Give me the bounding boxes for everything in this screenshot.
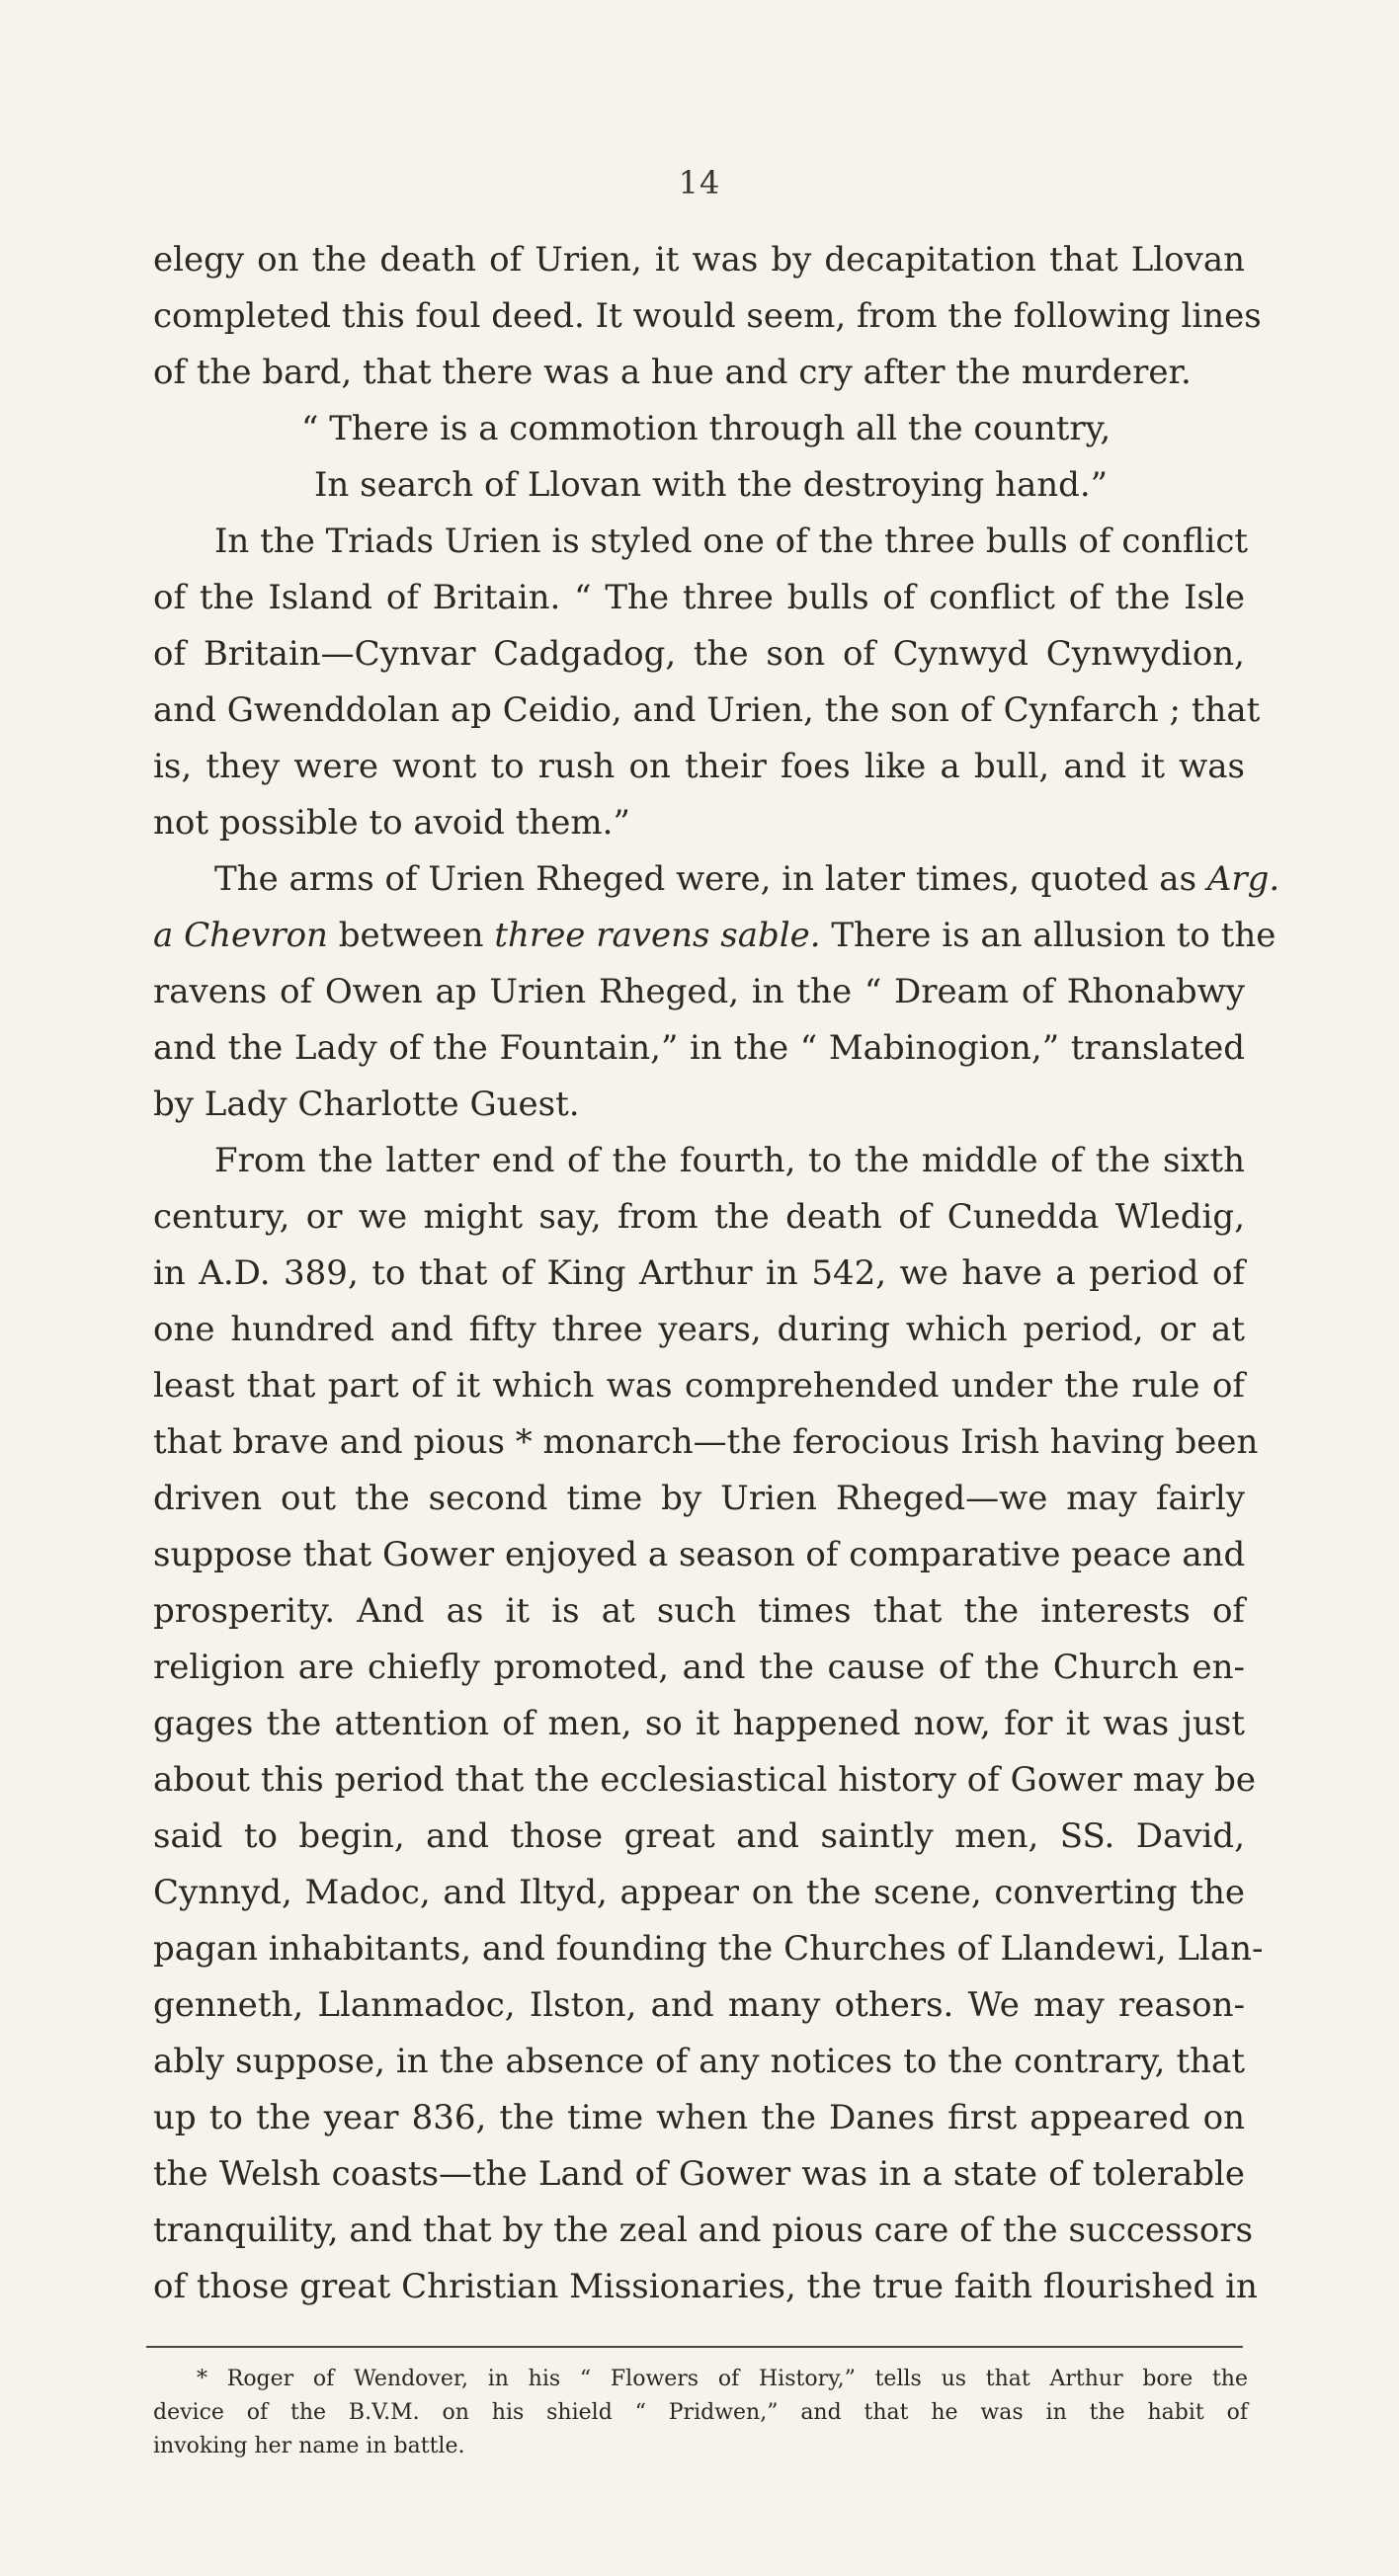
text-line: not possible to avoid them.”: [153, 803, 630, 843]
text-line: tranquility, and that by the zeal and pious care of the successors: [153, 2211, 1254, 2250]
text-line: and Gwenddolan ap Ceidio, and Urien, the son of Cynfarch ; that: [153, 690, 1261, 730]
text-line: Cynnyd, Madoc, and Iltyd, appear on the scene, converting the: [153, 1873, 1245, 1912]
text-line-arms: [153, 851, 1280, 908]
text-line: suppose that Gower enjoyed a season of comparative peace and: [153, 1535, 1246, 1574]
heraldic-term: a Chevron: [153, 916, 328, 955]
footnote-line: invoking her name in battle.: [153, 2434, 465, 2458]
text-line: of the Island of Britain. “ The three bulls of conflict of the Isle: [153, 578, 1245, 617]
text-line: that brave and pious * monarch—the ferocious Irish having been: [153, 1422, 1259, 1462]
verse-line: In search of Llovan with the destroying hand.”: [314, 465, 1109, 505]
text-line: the Welsh coasts—the Land of Gower was in a state of tolerable: [153, 2154, 1245, 2194]
text-line: by Lady Charlotte Guest.: [153, 1085, 580, 1124]
text-line: is, they were wont to rush on their foes like a bull, and it was: [153, 747, 1245, 786]
text-line: about this period that the ecclesiastical history of Gower may be: [153, 1760, 1256, 1800]
text-line: in A.D. 389, to that of King Arthur in 542, we have a period of: [153, 1253, 1245, 1293]
footnote-line: device of the B.V.M. on his shield “ Pridwen,” and that he was in the habit of: [153, 2400, 1248, 2425]
text-line: driven out the second time by Urien Rheged—we may fairly: [153, 1479, 1245, 1518]
text-line: elegy on the death of Urien, it was by decapitation that Llovan: [153, 240, 1245, 280]
footnote-line: * Roger of Wendover, in his “ Flowers of History,” tells us that Arthur bore the: [197, 2367, 1248, 2391]
text-line: of Britain—Cynvar Cadgadog, the son of Cynwyd Cynwydion,: [153, 634, 1245, 674]
text-line: of the bard, that there was a hue and cry after the murderer.: [153, 353, 1192, 392]
text-line: and the Lady of the Fountain,” in the “ Mabinogion,” translated: [153, 1028, 1245, 1068]
text-line: ravens of Owen ap Urien Rheged, in the “ Dream of Rhonabwy: [153, 972, 1245, 1011]
text-line: pagan inhabitants, and founding the Churches of Llandewi, Llan-: [153, 1929, 1264, 1969]
body-text: [153, 232, 1280, 2315]
text-segment: The arms of Urien Rheged were, in later times, quoted as: [214, 859, 1197, 899]
text-line: From the latter end of the fourth, to the middle of the sixth: [214, 1141, 1245, 1180]
heraldic-term: Arg.: [1206, 859, 1280, 899]
text-line: gages the attention of men, so it happened now, for it was just: [153, 1704, 1245, 1743]
text-line: ably suppose, in the absence of any notices to the contrary, that: [153, 2042, 1245, 2081]
text-line: of those great Christian Missionaries, the true faith flourished in: [153, 2267, 1258, 2306]
text-line: one hundred and fifty three years, during which period, or at: [153, 1310, 1245, 1349]
text-line: up to the year 836, the time when the Danes first appeared on: [153, 2098, 1245, 2137]
text-line: religion are chiefly promoted, and the cause of the Church en-: [153, 1648, 1245, 1687]
text-line: completed this foul deed. It would seem, from the following lines: [153, 296, 1262, 336]
text-line: said to begin, and those great and saintly men, SS. David,: [153, 1816, 1245, 1856]
footnote: [153, 2363, 1248, 2463]
text-segment: There is an allusion to the: [831, 916, 1276, 955]
text-line: genneth, Llanmadoc, Ilston, and many others. We may reason-: [153, 1985, 1245, 2025]
text-line: least that part of it which was comprehended under the rule of: [153, 1366, 1245, 1406]
footnote-divider: [146, 2346, 1243, 2348]
page-number: 14: [678, 164, 721, 201]
text-line: century, or we might say, from the death of Cunedda Wledig,: [153, 1197, 1245, 1237]
text-segment: between: [338, 916, 484, 955]
heraldic-term: three ravens sable.: [494, 916, 821, 955]
text-line: prosperity. And as it is at such times that the interests of: [153, 1591, 1245, 1631]
verse-line: “ There is a commotion through all the country,: [301, 409, 1111, 448]
text-line-blazon: [153, 908, 1276, 964]
text-line: In the Triads Urien is styled one of the three bulls of conflict: [214, 522, 1249, 561]
